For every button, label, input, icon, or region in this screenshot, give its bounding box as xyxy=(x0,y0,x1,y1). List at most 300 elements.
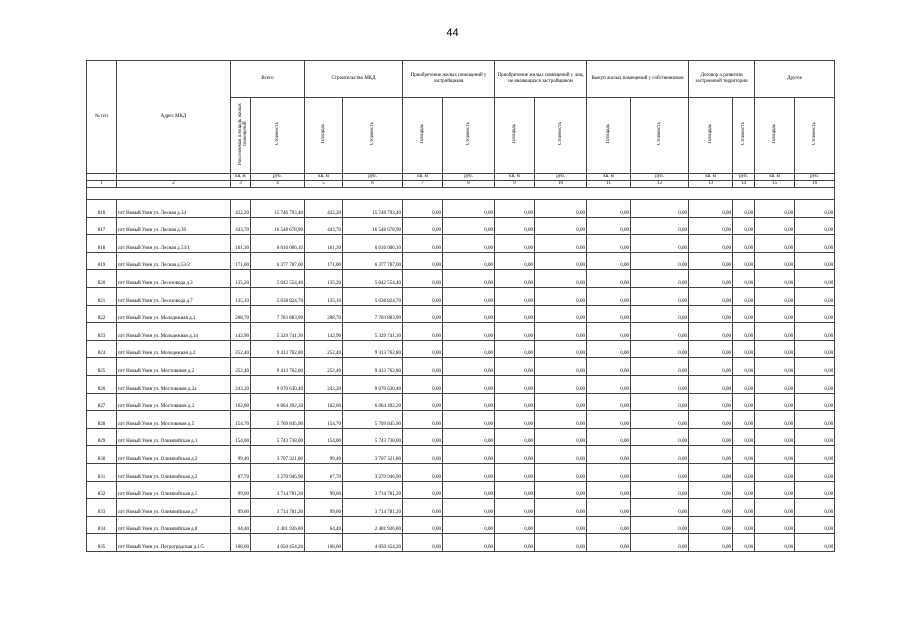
row-construction-area: 162,60 xyxy=(305,393,343,411)
row-zero-value: 0,00 xyxy=(689,217,733,235)
row-total-cost: 3 707 321,80 xyxy=(251,446,305,464)
row-zero-value: 0,00 xyxy=(443,287,495,305)
row-zero-value: 0,00 xyxy=(631,375,689,393)
sub-header-cost: Стоимость xyxy=(795,98,835,174)
row-zero-value: 0,00 xyxy=(535,252,587,270)
row-zero-value: 0,00 xyxy=(535,287,587,305)
row-zero-value: 0,00 xyxy=(631,446,689,464)
row-zero-value: 0,00 xyxy=(495,446,535,464)
table-body xyxy=(87,188,835,552)
row-zero-value: 0,00 xyxy=(631,287,689,305)
row-zero-value: 0,00 xyxy=(733,252,755,270)
row-zero-value: 0,00 xyxy=(495,428,535,446)
row-zero-value: 0,00 xyxy=(755,411,795,429)
row-total-area: 208,70 xyxy=(231,305,251,323)
row-total-cost: 6 377 787,00 xyxy=(251,252,305,270)
row-total-area: 135,20 xyxy=(231,270,251,288)
row-total-area: 161,30 xyxy=(231,235,251,253)
row-total-area: 154,70 xyxy=(231,411,251,429)
row-number: 821 xyxy=(87,287,117,305)
group-header-development-agreement: Договор о развитии застроенной территории xyxy=(689,61,755,98)
row-zero-value: 0,00 xyxy=(443,217,495,235)
row-zero-value: 0,00 xyxy=(733,323,755,341)
row-total-area: 142,90 xyxy=(231,323,251,341)
row-zero-value: 0,00 xyxy=(587,358,631,376)
table-row xyxy=(87,340,835,358)
row-construction-area: 422,20 xyxy=(305,200,343,218)
row-address: пгт Новый Уоян ул. Лесная д.53/2 xyxy=(117,252,231,270)
row-total-cost: 9 070 630,40 xyxy=(251,375,305,393)
row-zero-value: 0,00 xyxy=(443,516,495,534)
row-zero-value: 0,00 xyxy=(495,200,535,218)
row-total-cost: 6 064 492,20 xyxy=(251,393,305,411)
row-zero-value: 0,00 xyxy=(733,200,755,218)
table-row xyxy=(87,516,835,534)
row-zero-value: 0,00 xyxy=(795,499,835,517)
sub-header-area: Площадь xyxy=(689,98,733,174)
row-zero-value: 0,00 xyxy=(733,270,755,288)
row-construction-cost: 3 707 321,80 xyxy=(343,446,403,464)
row-construction-area: 135,10 xyxy=(305,287,343,305)
row-total-cost: 5 042 554,40 xyxy=(251,270,305,288)
row-zero-value: 0,00 xyxy=(689,252,733,270)
table-row xyxy=(87,252,835,270)
row-total-cost: 7 783 883,90 xyxy=(251,305,305,323)
unit-cell: руб. xyxy=(251,174,305,181)
row-zero-value: 0,00 xyxy=(795,393,835,411)
row-zero-value: 0,00 xyxy=(689,287,733,305)
table-row xyxy=(87,463,835,481)
row-address: пгт Новый Уоян ул. Молодежная д.14 xyxy=(117,323,231,341)
row-zero-value: 0,00 xyxy=(587,481,631,499)
row-total-area: 171,00 xyxy=(231,252,251,270)
row-total-cost: 5 743 738,00 xyxy=(251,428,305,446)
row-zero-value: 0,00 xyxy=(755,534,795,552)
row-total-area: 108,60 xyxy=(231,534,251,552)
row-construction-area: 108,60 xyxy=(305,534,343,552)
row-total-area: 135,10 xyxy=(231,287,251,305)
row-number: 824 xyxy=(87,340,117,358)
row-total-cost: 4 050 454,20 xyxy=(251,534,305,552)
unit-cell: кв. м xyxy=(689,174,733,181)
row-zero-value: 0,00 xyxy=(403,499,443,517)
row-zero-value: 0,00 xyxy=(535,323,587,341)
row-zero-value: 0,00 xyxy=(443,270,495,288)
row-zero-value: 0,00 xyxy=(443,446,495,464)
row-zero-value: 0,00 xyxy=(755,200,795,218)
column-number-cell: 1 xyxy=(87,181,117,188)
row-construction-cost: 6 064 492,20 xyxy=(343,393,403,411)
row-zero-value: 0,00 xyxy=(535,446,587,464)
row-zero-value: 0,00 xyxy=(733,446,755,464)
unit-cell: кв. м xyxy=(231,174,251,181)
column-number-cell: 15 xyxy=(755,181,795,188)
row-zero-value: 0,00 xyxy=(587,516,631,534)
row-address: пгт Новый Уоян ул. Олимпийская д.8 xyxy=(117,516,231,534)
row-zero-value: 0,00 xyxy=(631,323,689,341)
row-zero-value: 0,00 xyxy=(755,516,795,534)
row-zero-value: 0,00 xyxy=(689,235,733,253)
row-zero-value: 0,00 xyxy=(535,270,587,288)
row-zero-value: 0,00 xyxy=(795,252,835,270)
table-row xyxy=(87,375,835,393)
row-zero-value: 0,00 xyxy=(403,411,443,429)
unit-cell: руб. xyxy=(631,174,689,181)
row-zero-value: 0,00 xyxy=(535,358,587,376)
column-number-cell: 2 xyxy=(117,181,231,188)
row-number: 820 xyxy=(87,270,117,288)
row-zero-value: 0,00 xyxy=(443,393,495,411)
unit-cell: руб. xyxy=(443,174,495,181)
row-number: 831 xyxy=(87,463,117,481)
row-zero-value: 0,00 xyxy=(587,270,631,288)
row-construction-cost: 5 329 741,30 xyxy=(343,323,403,341)
row-zero-value: 0,00 xyxy=(495,463,535,481)
row-zero-value: 0,00 xyxy=(495,323,535,341)
spacer-row xyxy=(87,188,835,200)
row-zero-value: 0,00 xyxy=(443,428,495,446)
row-zero-value: 0,00 xyxy=(403,305,443,323)
row-zero-value: 0,00 xyxy=(443,305,495,323)
row-zero-value: 0,00 xyxy=(587,323,631,341)
row-zero-value: 0,00 xyxy=(755,446,795,464)
row-zero-value: 0,00 xyxy=(689,481,733,499)
row-construction-area: 87,70 xyxy=(305,463,343,481)
row-construction-area: 135,20 xyxy=(305,270,343,288)
page-number: 44 xyxy=(446,27,459,39)
table-row xyxy=(87,499,835,517)
row-zero-value: 0,00 xyxy=(535,235,587,253)
row-zero-value: 0,00 xyxy=(631,270,689,288)
group-header-total: Всего xyxy=(231,61,305,98)
row-construction-cost: 9 413 762,80 xyxy=(343,340,403,358)
row-zero-value: 0,00 xyxy=(403,270,443,288)
row-total-cost: 6 016 006,10 xyxy=(251,235,305,253)
row-construction-cost: 4 050 454,20 xyxy=(343,534,403,552)
row-zero-value: 0,00 xyxy=(631,305,689,323)
row-construction-cost: 5 743 738,00 xyxy=(343,428,403,446)
row-zero-value: 0,00 xyxy=(535,428,587,446)
row-construction-cost: 3 714 781,20 xyxy=(343,481,403,499)
unit-cell xyxy=(87,174,117,181)
row-total-cost: 9 413 762,80 xyxy=(251,340,305,358)
row-zero-value: 0,00 xyxy=(495,340,535,358)
row-zero-value: 0,00 xyxy=(795,411,835,429)
sub-header-area: Площадь xyxy=(305,98,343,174)
row-address: пгт Новый Уоян ул. Олимпийская д.3 xyxy=(117,463,231,481)
row-number: 829 xyxy=(87,428,117,446)
row-zero-value: 0,00 xyxy=(733,463,755,481)
row-zero-value: 0,00 xyxy=(631,340,689,358)
column-numbers-row xyxy=(87,181,835,188)
row-zero-value: 0,00 xyxy=(587,375,631,393)
row-zero-value: 0,00 xyxy=(755,499,795,517)
unit-cell: кв. м xyxy=(403,174,443,181)
col-header-address: Адрес МКД xyxy=(117,61,231,174)
row-zero-value: 0,00 xyxy=(631,358,689,376)
column-number-cell: 6 xyxy=(343,181,403,188)
row-zero-value: 0,00 xyxy=(495,305,535,323)
row-zero-value: 0,00 xyxy=(631,428,689,446)
row-total-cost: 5 329 741,30 xyxy=(251,323,305,341)
row-zero-value: 0,00 xyxy=(535,499,587,517)
column-number-cell: 9 xyxy=(495,181,535,188)
row-zero-value: 0,00 xyxy=(535,411,587,429)
row-zero-value: 0,00 xyxy=(495,375,535,393)
row-construction-cost: 3 270 946,90 xyxy=(343,463,403,481)
row-zero-value: 0,00 xyxy=(443,499,495,517)
row-construction-cost: 5 042 554,40 xyxy=(343,270,403,288)
row-zero-value: 0,00 xyxy=(495,358,535,376)
row-zero-value: 0,00 xyxy=(755,393,795,411)
row-zero-value: 0,00 xyxy=(795,446,835,464)
row-address: пгт Новый Уоян ул. Олимпийская д.2 xyxy=(117,446,231,464)
sub-header-area: Площадь xyxy=(403,98,443,174)
row-zero-value: 0,00 xyxy=(443,411,495,429)
row-zero-value: 0,00 xyxy=(631,411,689,429)
row-zero-value: 0,00 xyxy=(535,516,587,534)
table-row xyxy=(87,446,835,464)
row-construction-cost: 5 769 845,90 xyxy=(343,411,403,429)
group-header-construction: Строительство МКД xyxy=(305,61,403,98)
row-zero-value: 0,00 xyxy=(535,481,587,499)
row-address: пгт Новый Уоян ул. Мостовиков д.5 xyxy=(117,411,231,429)
sub-header-cost: Стоимость xyxy=(631,98,689,174)
row-total-cost: 3 714 781,20 xyxy=(251,499,305,517)
row-construction-area: 99,60 xyxy=(305,499,343,517)
row-total-area: 443,70 xyxy=(231,217,251,235)
row-zero-value: 0,00 xyxy=(733,428,755,446)
row-total-cost: 5 769 845,90 xyxy=(251,411,305,429)
row-zero-value: 0,00 xyxy=(733,340,755,358)
row-zero-value: 0,00 xyxy=(587,287,631,305)
table-row xyxy=(87,323,835,341)
row-address: пгт Новый Уоян ул. Лесозовода д.7 xyxy=(117,287,231,305)
row-address: пгт Новый Уоян ул. Олимпийская д.5 xyxy=(117,481,231,499)
sub-header-cost: Стоимость xyxy=(251,98,305,174)
row-zero-value: 0,00 xyxy=(403,200,443,218)
row-zero-value: 0,00 xyxy=(795,200,835,218)
row-construction-area: 154,00 xyxy=(305,428,343,446)
row-construction-area: 243,20 xyxy=(305,375,343,393)
row-total-area: 154,00 xyxy=(231,428,251,446)
row-zero-value: 0,00 xyxy=(631,463,689,481)
row-zero-value: 0,00 xyxy=(587,534,631,552)
row-number: 825 xyxy=(87,358,117,376)
row-zero-value: 0,00 xyxy=(795,375,835,393)
row-zero-value: 0,00 xyxy=(495,235,535,253)
row-construction-area: 208,70 xyxy=(305,305,343,323)
row-zero-value: 0,00 xyxy=(443,340,495,358)
row-zero-value: 0,00 xyxy=(587,252,631,270)
row-construction-area: 99,60 xyxy=(305,481,343,499)
column-number-cell: 8 xyxy=(443,181,495,188)
row-number: 832 xyxy=(87,481,117,499)
column-number-cell: 10 xyxy=(535,181,587,188)
row-zero-value: 0,00 xyxy=(403,287,443,305)
row-construction-area: 64,40 xyxy=(305,516,343,534)
row-address: пгт Новый Уоян ул. Олимпийская д.1 xyxy=(117,428,231,446)
row-total-area: 87,70 xyxy=(231,463,251,481)
table-row xyxy=(87,235,835,253)
row-zero-value: 0,00 xyxy=(795,235,835,253)
row-zero-value: 0,00 xyxy=(631,534,689,552)
sub-header-cost: Стоимость xyxy=(733,98,755,174)
row-construction-area: 142,90 xyxy=(305,323,343,341)
column-number-cell: 12 xyxy=(631,181,689,188)
row-total-cost: 5 038 824,70 xyxy=(251,287,305,305)
row-number: 826 xyxy=(87,375,117,393)
row-construction-cost: 6 377 787,00 xyxy=(343,252,403,270)
table-row xyxy=(87,200,835,218)
row-address: пгт Новый Уоян ул. Мостовиков д.2 xyxy=(117,358,231,376)
row-zero-value: 0,00 xyxy=(631,252,689,270)
row-number: 819 xyxy=(87,252,117,270)
row-zero-value: 0,00 xyxy=(631,235,689,253)
row-zero-value: 0,00 xyxy=(403,358,443,376)
row-construction-cost: 5 038 824,70 xyxy=(343,287,403,305)
row-zero-value: 0,00 xyxy=(631,200,689,218)
row-zero-value: 0,00 xyxy=(535,393,587,411)
row-zero-value: 0,00 xyxy=(535,217,587,235)
group-header-purchase-others: Приобретение жилых помещений у лиц, не являющихся застройщиком xyxy=(495,61,587,98)
row-zero-value: 0,00 xyxy=(755,287,795,305)
row-zero-value: 0,00 xyxy=(495,287,535,305)
row-zero-value: 0,00 xyxy=(733,481,755,499)
row-construction-area: 161,30 xyxy=(305,235,343,253)
row-zero-value: 0,00 xyxy=(443,463,495,481)
row-zero-value: 0,00 xyxy=(535,305,587,323)
row-construction-cost: 2 401 926,80 xyxy=(343,516,403,534)
row-zero-value: 0,00 xyxy=(403,534,443,552)
row-zero-value: 0,00 xyxy=(631,516,689,534)
row-zero-value: 0,00 xyxy=(443,200,495,218)
row-construction-cost: 9 413 762,80 xyxy=(343,358,403,376)
row-zero-value: 0,00 xyxy=(495,411,535,429)
row-total-area: 64,40 xyxy=(231,516,251,534)
row-zero-value: 0,00 xyxy=(733,534,755,552)
row-construction-area: 154,70 xyxy=(305,411,343,429)
sub-header-cost: Стоимость xyxy=(443,98,495,174)
row-zero-value: 0,00 xyxy=(733,393,755,411)
row-zero-value: 0,00 xyxy=(689,305,733,323)
row-zero-value: 0,00 xyxy=(403,217,443,235)
row-zero-value: 0,00 xyxy=(443,481,495,499)
column-number-cell: 3 xyxy=(231,181,251,188)
column-number-cell: 5 xyxy=(305,181,343,188)
row-zero-value: 0,00 xyxy=(689,375,733,393)
row-zero-value: 0,00 xyxy=(755,340,795,358)
row-zero-value: 0,00 xyxy=(587,340,631,358)
unit-cell: кв. м xyxy=(587,174,631,181)
row-zero-value: 0,00 xyxy=(403,375,443,393)
row-zero-value: 0,00 xyxy=(587,446,631,464)
row-address: пгт Новый Уоян ул. Лесозовода д.3 xyxy=(117,270,231,288)
row-zero-value: 0,00 xyxy=(795,323,835,341)
row-zero-value: 0,00 xyxy=(403,516,443,534)
resettlement-table xyxy=(86,60,835,552)
row-zero-value: 0,00 xyxy=(631,499,689,517)
table-row xyxy=(87,481,835,499)
row-zero-value: 0,00 xyxy=(689,428,733,446)
row-zero-value: 0,00 xyxy=(689,340,733,358)
row-address: пгт Новый Уоян ул. Лесная д.53/1 xyxy=(117,235,231,253)
row-zero-value: 0,00 xyxy=(755,323,795,341)
unit-cell: кв. м xyxy=(755,174,795,181)
row-total-area: 99,60 xyxy=(231,499,251,517)
table-row xyxy=(87,305,835,323)
row-address: пгт Новый Уоян ул. Олимпийская д.7 xyxy=(117,499,231,517)
row-zero-value: 0,00 xyxy=(443,235,495,253)
column-number-cell: 16 xyxy=(795,181,835,188)
column-number-cell: 14 xyxy=(733,181,755,188)
row-zero-value: 0,00 xyxy=(587,428,631,446)
row-zero-value: 0,00 xyxy=(403,481,443,499)
row-zero-value: 0,00 xyxy=(795,481,835,499)
row-zero-value: 0,00 xyxy=(631,217,689,235)
table-row xyxy=(87,428,835,446)
row-zero-value: 0,00 xyxy=(443,534,495,552)
row-total-cost: 16 548 678,90 xyxy=(251,217,305,235)
row-zero-value: 0,00 xyxy=(443,252,495,270)
row-zero-value: 0,00 xyxy=(403,340,443,358)
row-zero-value: 0,00 xyxy=(495,217,535,235)
row-number: 834 xyxy=(87,516,117,534)
row-zero-value: 0,00 xyxy=(443,323,495,341)
row-number: 835 xyxy=(87,534,117,552)
row-number: 816 xyxy=(87,200,117,218)
row-zero-value: 0,00 xyxy=(403,252,443,270)
col-header-no: № п/п xyxy=(87,61,117,174)
row-zero-value: 0,00 xyxy=(795,270,835,288)
row-construction-area: 443,70 xyxy=(305,217,343,235)
row-zero-value: 0,00 xyxy=(755,270,795,288)
row-zero-value: 0,00 xyxy=(403,446,443,464)
unit-cell xyxy=(117,174,231,181)
row-zero-value: 0,00 xyxy=(689,463,733,481)
row-zero-value: 0,00 xyxy=(795,428,835,446)
sub-header-area: Площадь xyxy=(755,98,795,174)
row-zero-value: 0,00 xyxy=(733,375,755,393)
row-zero-value: 0,00 xyxy=(403,428,443,446)
unit-cell: руб. xyxy=(733,174,755,181)
row-total-cost: 2 401 926,80 xyxy=(251,516,305,534)
row-address: пгт Новый Уоян ул. Мостовиков д.2а xyxy=(117,375,231,393)
row-zero-value: 0,00 xyxy=(689,411,733,429)
row-zero-value: 0,00 xyxy=(403,393,443,411)
row-zero-value: 0,00 xyxy=(755,375,795,393)
row-zero-value: 0,00 xyxy=(689,358,733,376)
row-zero-value: 0,00 xyxy=(733,235,755,253)
row-total-cost: 3 714 781,20 xyxy=(251,481,305,499)
sub-header-resettled-area: Расселяемая площадь жилых помещений xyxy=(231,98,251,174)
row-zero-value: 0,00 xyxy=(755,481,795,499)
row-zero-value: 0,00 xyxy=(587,235,631,253)
row-zero-value: 0,00 xyxy=(587,411,631,429)
row-zero-value: 0,00 xyxy=(535,463,587,481)
row-zero-value: 0,00 xyxy=(733,287,755,305)
row-zero-value: 0,00 xyxy=(733,358,755,376)
row-construction-cost: 7 783 883,90 xyxy=(343,305,403,323)
row-number: 818 xyxy=(87,235,117,253)
column-number-cell: 11 xyxy=(587,181,631,188)
row-address: пгт Новый Уоян ул. Лесная д.34 xyxy=(117,200,231,218)
row-zero-value: 0,00 xyxy=(689,446,733,464)
row-number: 827 xyxy=(87,393,117,411)
sub-header-cost: Стоимость xyxy=(535,98,587,174)
row-address: пгт Новый Уоян ул. Молодежная д.2 xyxy=(117,340,231,358)
row-zero-value: 0,00 xyxy=(755,252,795,270)
